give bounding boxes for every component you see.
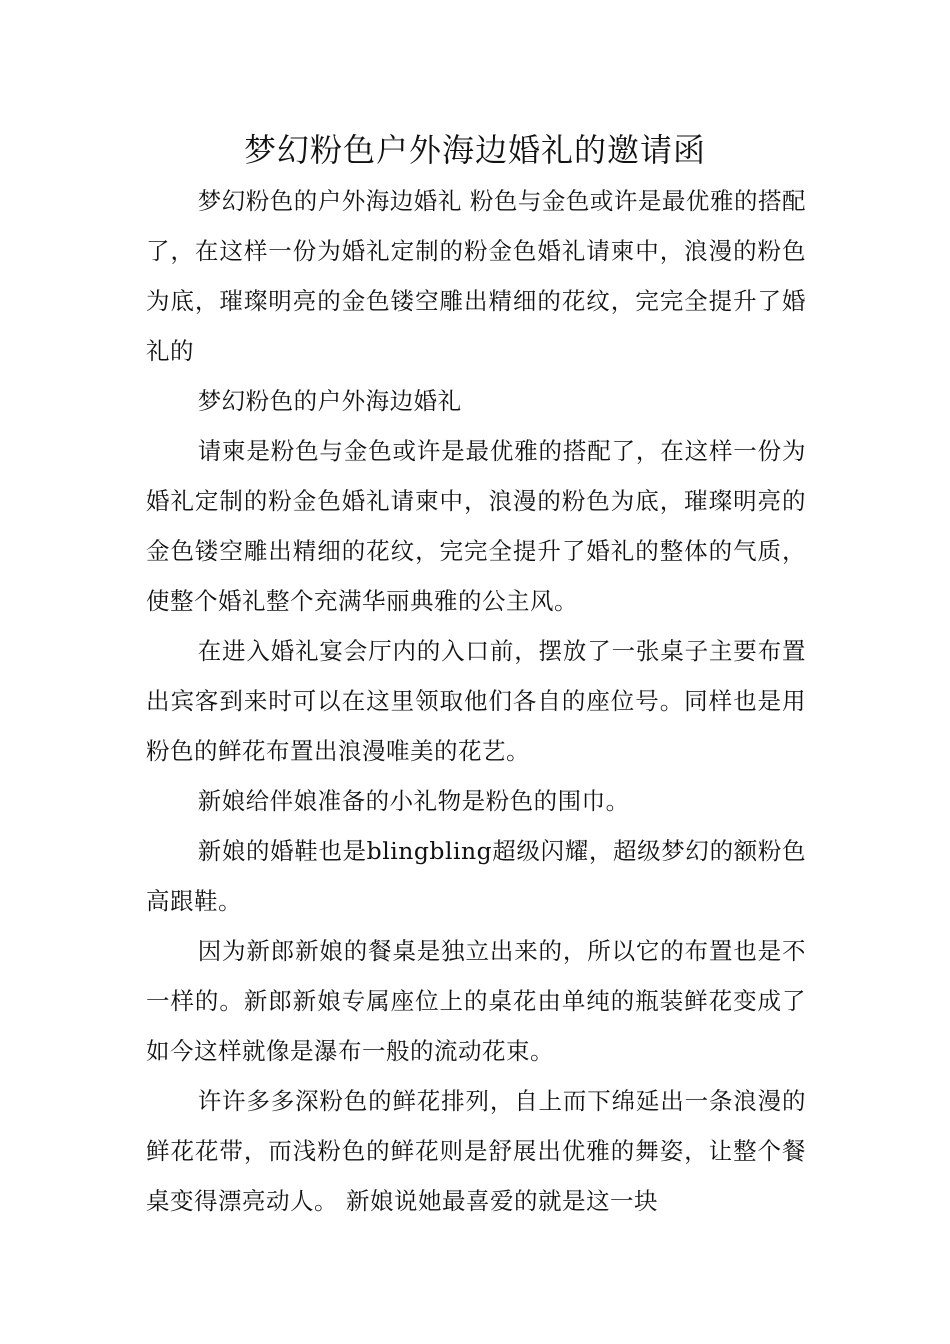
paragraph: 梦幻粉色的户外海边婚礼 — [197, 387, 462, 415]
document-body — [146, 176, 806, 1226]
document-title: 梦幻粉色户外海边婚礼的邀请函 — [243, 131, 706, 169]
paragraph: 梦幻粉色的户外海边婚礼 粉色与金色或许是最优雅的搭配了，在这样一份为婚礼定制的粉金色婚礼请柬中，浪漫的粉色为底，璀璨明亮的金色镂空雕出精细的花纹，完完全提升了婚礼的 — [146, 187, 806, 365]
paragraph: 新娘的婚鞋也是blingbling超级闪耀，超级梦幻的额粉色高跟鞋。 — [146, 837, 806, 915]
paragraph: 许许多多深粉色的鲜花排列，自上而下绵延出一条浪漫的鲜花花带，而浅粉色的鲜花则是舒展出优雅的舞姿，让整个餐桌变得漂亮动人。 新娘说她最喜爱的就是这一块 — [146, 1087, 806, 1215]
paragraph: 新娘给伴娘准备的小礼物是粉色的围巾。 — [197, 787, 630, 815]
paragraph: 在进入婚礼宴会厅内的入口前，摆放了一张桌子主要布置出宾客到来时可以在这里领取他们各自的座位号。同样也是用粉色的鲜花布置出浪漫唯美的花艺。 — [146, 637, 806, 765]
paragraph: 因为新郎新娘的餐桌是独立出来的，所以它的布置也是不一样的。新郎新娘专属座位上的桌花由单纯的瓶装鲜花变成了如今这样就像是瀑布一般的流动花束。 — [146, 937, 806, 1065]
paragraph: 请柬是粉色与金色或许是最优雅的搭配了，在这样一份为婚礼定制的粉金色婚礼请柬中，浪漫的粉色为底，璀璨明亮的金色镂空雕出精细的花纹，完完全提升了婚礼的整体的气质，使整个婚礼整个充满华丽典雅的公主风。 — [146, 437, 806, 615]
